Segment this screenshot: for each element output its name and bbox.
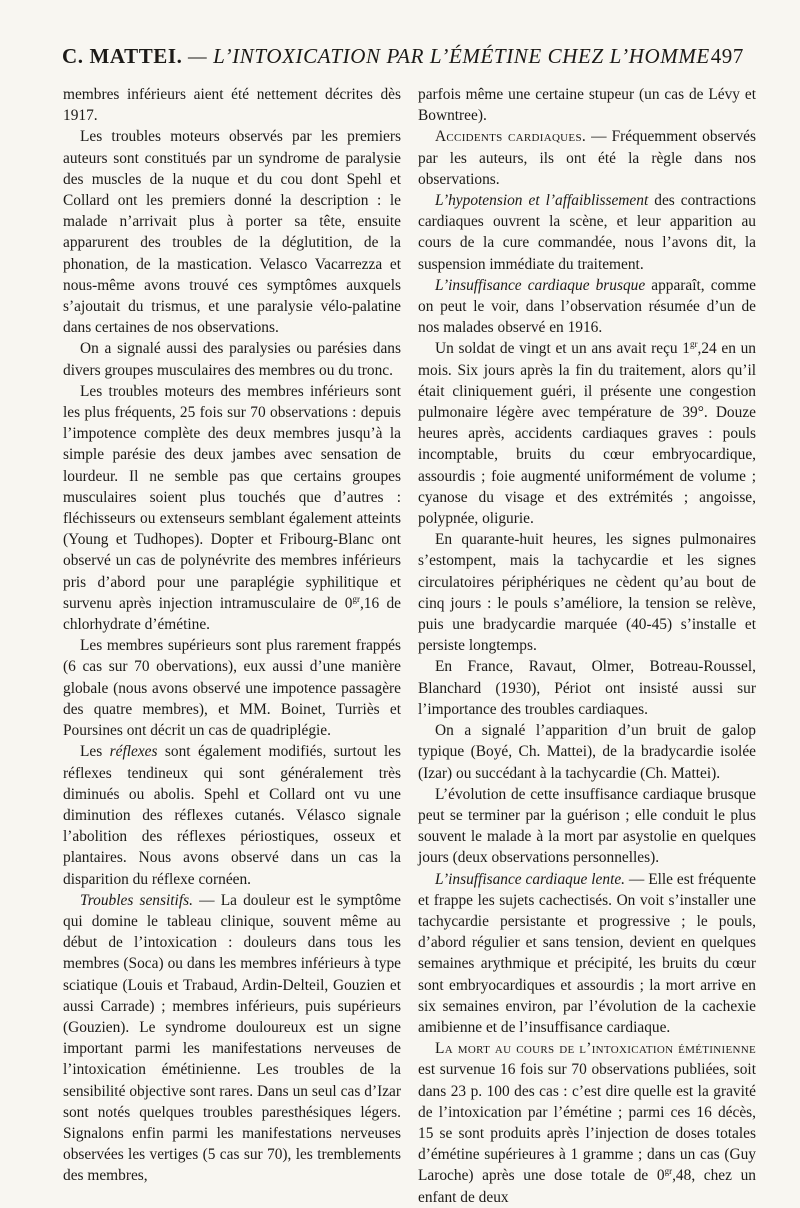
running-header	[62, 44, 744, 78]
paragraph: On a signalé l’apparition d’un bruit de galop typique (Boyé, Ch. Mattei), de la bradycardie isolée (Izar) ou succédant à la tachycardie (Ch. Mattei).	[418, 722, 756, 782]
paragraph: L’évolution de cette insuffisance cardiaque brusque peut se terminer par la guérison ; elle conduit le plus souvent le malade à la mort par asystolie en quelques jours (deux observations personnelles).	[418, 785, 756, 867]
paragraph: La mort au cours de l’intoxication émétinienne est survenue 16 fois sur 70 observations publiées, soit dans 23 p. 100 des cas : c’est dire quelle est la gravité de l’intoxication par l’émétine ; parmi ces 16 décès, 15 se sont produits après l’injection de doses totales d’émétine supérieures à 1 gramme ; dans un cas (Guy Laroche) après une dose totale de $0^{gr},48$, chez un enfant de deux	[418, 1040, 756, 1206]
paragraph: L’hypotension et l’affaiblissement des contractions cardiaques ouvrent la scène, et leur apparition au cours de la cure commandée, nous l’avons dit, la suspension immédiate du traitement.	[418, 192, 756, 273]
section-heading: La mort au cours de l’intoxication émétinienne	[435, 1040, 756, 1058]
paragraph: Accidents cardiaques. — Fréquemment observés par les auteurs, ils ont été la règle dans nos observations.	[418, 128, 756, 188]
paragraph: On a signalé aussi des paralysies ou parésies dans divers groupes musculaires des membres ou du tronc.	[63, 340, 401, 379]
paragraph: En quarante-huit heures, les signes pulmonaires s’estompent, mais la tachycardie et les signes circulatoires périphériques ne cèdent qu’au bout de cinq jours : le pouls s’améliore, la tension se relève, puis une bradycardie marquée (40-45) s’installe et persiste longtemps.	[418, 531, 756, 655]
header-title: — L’INTOXICATION PAR L’ÉMÉTINE CHEZ L’HOMME	[188, 44, 710, 68]
page-number: 497	[710, 44, 744, 68]
paragraph: Les troubles moteurs des membres inférieurs sont les plus fréquents, 25 fois sur 70 observations : depuis l’impotence complète des deux membres jusqu’à la simple parésie des deux jambes avec sensation de lourdeur. Il ne semble pas que certains groupes musculaires soient plus touchés que d’autres : fléchisseurs ou extenseurs semblant également atteints (Young et Tudhopes). Dopter et Fribourg-Blanc ont observé un cas de polynévrite des membres inférieurs pris d’abord pour une paraplégie syphilitique et survenu après injection intramusculaire de $0^{gr},16$ de chlorhydrate d’émétine.	[63, 382, 401, 634]
paragraph: Les membres supérieurs sont plus rarement frappés (6 cas sur 70 obervations), eux aussi d’une manière globale (nous avons observé une impotence passagère des quatre membres), et MM. Boinet, Turriès et Poursines ont décrit un cas de quadriplégie.	[63, 637, 401, 740]
section-heading: Troubles sensitifs.	[80, 891, 193, 909]
right-column	[418, 84, 756, 1208]
paragraph: Les troubles moteurs observés par les premiers auteurs sont constitués par un syndrome de paralysie des muscles de la nuque et du cou dont Spehl et Collard ont les premiers donné la description : le malade n’arrivait plus à porter sa tête, ensuite apparurent des troubles de la déglutition, de la phonation, de la mastication. Velasco Vacarrezza et nous-même avons trouvé ces symptômes auxquels s’ajoutait du trismus, et une paralysie vélo-palatine dans certaines de nos observations.	[63, 128, 401, 337]
header-author: C. MATTEI.	[62, 44, 183, 68]
section-heading: Accidents cardiaques.	[435, 128, 587, 146]
section-heading: L’insuffisance cardiaque lente.	[435, 870, 626, 888]
left-column	[63, 84, 401, 1187]
paragraph: membres inférieurs aient été nettement décrites dès 1917.	[63, 86, 401, 125]
paragraph: L’insuffisance cardiaque lente. — Elle est fréquente et frappe les sujets cachectisés. On voit s’installer une tachycardie persistante et progressive ; le pouls, d’abord régulier et sans tension, devient en quelques semaines arythmique et précipité, les bruits du cœur sont embryocardiques et assourdis ; la mort arrive en six semaines environ, par l’évolution de la cachexie amibienne et de l’insuffisance cardiaque.	[418, 870, 756, 1036]
paragraph: En France, Ravaut, Olmer, Botreau-Roussel, Blanchard (1930), Périot ont insisté aussi sur l’importance des troubles cardiaques.	[418, 658, 756, 718]
paragraph: Troubles sensitifs. — La douleur est le symptôme qui domine le tableau clinique, souvent même au début de l’intoxication : douleurs dans tous les membres (Soca) ou dans les membres inférieurs à type sciatique (Louis et Trabaud, Ardin-Delteil, Gouzien et aussi Carrade) ; membres inférieurs, puis supérieurs (Gouzien). Le syndrome douloureux est un signe important parmi les manifestations nerveuses de l’intoxication émétinienne. Les troubles de la sensibilité objective sont rares. Dans un seul cas d’Izar sont notés quelques troubles paresthésiques légers. Signalons enfin parmi les manifestations nerveuses observées les vertiges (5 cas sur 70), les tremblements des membres,	[63, 891, 401, 1185]
paragraph: Les réflexes sont également modifiés, surtout les réflexes tendineux qui sont généralement très diminués ou abolis. Spehl et Collard ont vu une diminution des réflexes cutanés. Vélasco signale l’abolition des réflexes périostiques, osseux et plantaires. Nous avons observé dans un cas la disparition du réflexe cornéen.	[63, 743, 401, 888]
paragraph: parfois même une certaine stupeur (un cas de Lévy et Bowntree).	[418, 86, 756, 125]
paragraph: Un soldat de vingt et un ans avait reçu $1^{gr},24$ en un mois. Six jours après la fin du traitement, alors qu’il était cliniquement guéri, il présente une congestion pulmonaire légère avec température de 39°. Douze heures après, accidents cardiaques graves : pouls incomptable, bruits du cœur embryocardique, assourdis ; foie augmenté uniformément de volume ; cyanose du visage et des extrémités ; angoisse, polypnée, oligurie.	[418, 339, 757, 528]
paragraph: L’insuffisance cardiaque brusque apparaît, comme on peut le voir, dans l’observation résumée d’un de nos malades observé en 1916.	[418, 276, 757, 337]
